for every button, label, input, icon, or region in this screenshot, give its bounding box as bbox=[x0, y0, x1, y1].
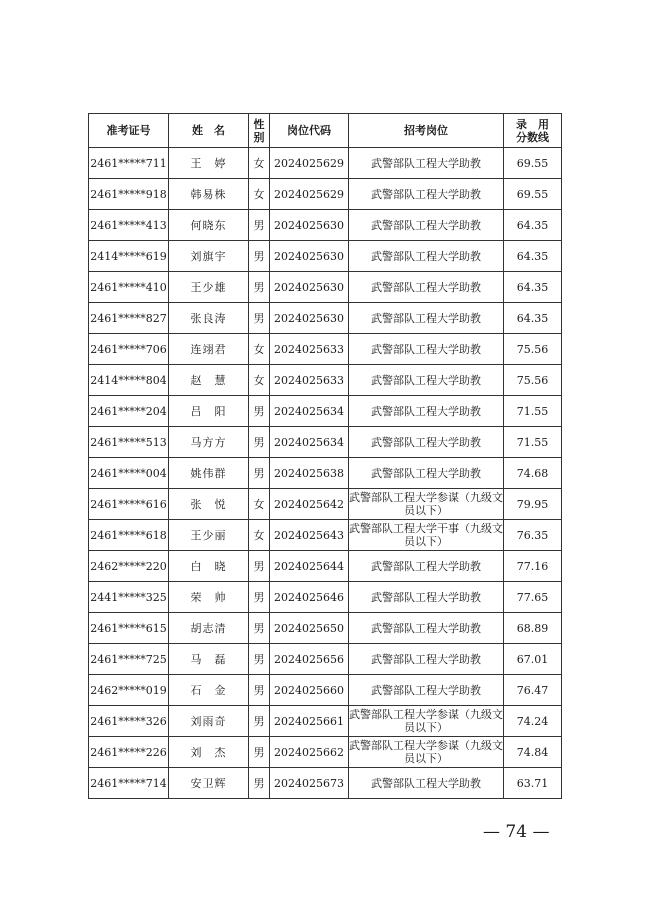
table-row bbox=[89, 675, 562, 706]
name-cell: 石 金 bbox=[169, 675, 249, 706]
exam-id-cell: 2461*****711 bbox=[89, 148, 169, 179]
header-post: 招考岗位 bbox=[349, 114, 504, 148]
table-row bbox=[89, 613, 562, 644]
exam-id-cell: 2461*****827 bbox=[89, 303, 169, 334]
exam-id-cell: 2461*****706 bbox=[89, 334, 169, 365]
gender-cell: 女 bbox=[249, 520, 270, 551]
header-gender-line2: 别 bbox=[253, 130, 265, 144]
table-row bbox=[89, 334, 562, 365]
post-cell: 武警部队工程大学助教 bbox=[349, 210, 504, 241]
exam-id-cell: 2461*****413 bbox=[89, 210, 169, 241]
post-code-cell: 2024025630 bbox=[270, 303, 349, 334]
score-cell: 69.55 bbox=[504, 179, 562, 210]
table-row bbox=[89, 582, 562, 613]
gender-cell: 女 bbox=[249, 334, 270, 365]
name-cell: 何晓东 bbox=[169, 210, 249, 241]
score-cell: 74.84 bbox=[504, 737, 562, 768]
exam-id-cell: 2414*****619 bbox=[89, 241, 169, 272]
table-row bbox=[89, 706, 562, 737]
header-post-code: 岗位代码 bbox=[270, 114, 349, 148]
post-code-cell: 2024025629 bbox=[270, 148, 349, 179]
name-cell: 王 婷 bbox=[169, 148, 249, 179]
post-cell: 武警部队工程大学助教 bbox=[349, 334, 504, 365]
exam-id-cell: 2414*****804 bbox=[89, 365, 169, 396]
gender-cell: 女 bbox=[249, 148, 270, 179]
score-cell: 67.01 bbox=[504, 644, 562, 675]
post-cell: 武警部队工程大学助教 bbox=[349, 396, 504, 427]
gender-cell: 男 bbox=[249, 210, 270, 241]
header-exam-id: 准考证号 bbox=[89, 114, 169, 148]
post-cell: 武警部队工程大学参谋（九级文员以下） bbox=[349, 737, 504, 768]
score-cell: 74.68 bbox=[504, 458, 562, 489]
table-row bbox=[89, 458, 562, 489]
post-code-cell: 2024025644 bbox=[270, 551, 349, 582]
post-code-cell: 2024025630 bbox=[270, 210, 349, 241]
header-gender bbox=[249, 114, 270, 148]
post-code-cell: 2024025638 bbox=[270, 458, 349, 489]
name-cell: 张良涛 bbox=[169, 303, 249, 334]
post-cell: 武警部队工程大学助教 bbox=[349, 365, 504, 396]
name-cell: 刘雨奇 bbox=[169, 706, 249, 737]
name-cell: 马方方 bbox=[169, 427, 249, 458]
table-row bbox=[89, 303, 562, 334]
name-cell: 连翊君 bbox=[169, 334, 249, 365]
gender-cell: 男 bbox=[249, 241, 270, 272]
name-cell: 韩易株 bbox=[169, 179, 249, 210]
post-code-cell: 2024025646 bbox=[270, 582, 349, 613]
score-cell: 74.24 bbox=[504, 706, 562, 737]
table-row bbox=[89, 272, 562, 303]
table-row bbox=[89, 644, 562, 675]
name-cell: 王少丽 bbox=[169, 520, 249, 551]
exam-id-cell: 2462*****019 bbox=[89, 675, 169, 706]
post-code-cell: 2024025661 bbox=[270, 706, 349, 737]
post-cell: 武警部队工程大学助教 bbox=[349, 613, 504, 644]
exam-id-cell: 2461*****714 bbox=[89, 768, 169, 799]
score-cell: 76.47 bbox=[504, 675, 562, 706]
table-row bbox=[89, 148, 562, 179]
header-score bbox=[504, 114, 562, 148]
table-row bbox=[89, 489, 562, 520]
table-row bbox=[89, 768, 562, 799]
post-cell: 武警部队工程大学助教 bbox=[349, 768, 504, 799]
score-cell: 77.16 bbox=[504, 551, 562, 582]
score-cell: 63.71 bbox=[504, 768, 562, 799]
gender-cell: 男 bbox=[249, 458, 270, 489]
gender-cell: 男 bbox=[249, 396, 270, 427]
gender-cell: 男 bbox=[249, 737, 270, 768]
post-cell: 武警部队工程大学助教 bbox=[349, 241, 504, 272]
name-cell: 刘旗宇 bbox=[169, 241, 249, 272]
score-cell: 75.56 bbox=[504, 334, 562, 365]
exam-id-cell: 2462*****220 bbox=[89, 551, 169, 582]
gender-cell: 男 bbox=[249, 675, 270, 706]
post-cell: 武警部队工程大学助教 bbox=[349, 551, 504, 582]
name-cell: 胡志清 bbox=[169, 613, 249, 644]
score-cell: 71.55 bbox=[504, 396, 562, 427]
post-code-cell: 2024025650 bbox=[270, 613, 349, 644]
score-cell: 77.65 bbox=[504, 582, 562, 613]
table-header-row bbox=[89, 114, 562, 148]
gender-cell: 男 bbox=[249, 272, 270, 303]
post-cell: 武警部队工程大学参谋（九级文员以下） bbox=[349, 706, 504, 737]
gender-cell: 男 bbox=[249, 582, 270, 613]
post-code-cell: 2024025633 bbox=[270, 365, 349, 396]
score-cell: 69.55 bbox=[504, 148, 562, 179]
gender-cell: 女 bbox=[249, 489, 270, 520]
exam-id-cell: 2461*****513 bbox=[89, 427, 169, 458]
score-cell: 64.35 bbox=[504, 241, 562, 272]
post-code-cell: 2024025630 bbox=[270, 272, 349, 303]
post-code-cell: 2024025642 bbox=[270, 489, 349, 520]
table-row bbox=[89, 427, 562, 458]
header-score-line2: 分数线 bbox=[516, 130, 549, 144]
post-code-cell: 2024025634 bbox=[270, 396, 349, 427]
post-code-cell: 2024025634 bbox=[270, 427, 349, 458]
post-cell: 武警部队工程大学助教 bbox=[349, 148, 504, 179]
name-cell: 赵 慧 bbox=[169, 365, 249, 396]
score-cell: 64.35 bbox=[504, 210, 562, 241]
exam-id-cell: 2461*****918 bbox=[89, 179, 169, 210]
score-cell: 76.35 bbox=[504, 520, 562, 551]
gender-cell: 男 bbox=[249, 551, 270, 582]
table-row bbox=[89, 520, 562, 551]
post-cell: 武警部队工程大学助教 bbox=[349, 582, 504, 613]
post-cell: 武警部队工程大学助教 bbox=[349, 272, 504, 303]
post-code-cell: 2024025643 bbox=[270, 520, 349, 551]
name-cell: 姚伟群 bbox=[169, 458, 249, 489]
gender-cell: 男 bbox=[249, 768, 270, 799]
gender-cell: 男 bbox=[249, 644, 270, 675]
name-cell: 张 悦 bbox=[169, 489, 249, 520]
score-cell: 79.95 bbox=[504, 489, 562, 520]
post-cell: 武警部队工程大学参谋（九级文员以下） bbox=[349, 489, 504, 520]
exam-id-cell: 2461*****410 bbox=[89, 272, 169, 303]
header-name: 姓 名 bbox=[169, 114, 249, 148]
gender-cell: 男 bbox=[249, 613, 270, 644]
exam-id-cell: 2461*****725 bbox=[89, 644, 169, 675]
table-row bbox=[89, 396, 562, 427]
exam-id-cell: 2461*****004 bbox=[89, 458, 169, 489]
score-cell: 68.89 bbox=[504, 613, 562, 644]
name-cell: 荣 帅 bbox=[169, 582, 249, 613]
post-cell: 武警部队工程大学助教 bbox=[349, 675, 504, 706]
gender-cell: 女 bbox=[249, 179, 270, 210]
table-row bbox=[89, 737, 562, 768]
header-gender-line1: 性 bbox=[253, 117, 265, 131]
score-table bbox=[88, 113, 562, 799]
name-cell: 安卫辉 bbox=[169, 768, 249, 799]
name-cell: 刘 杰 bbox=[169, 737, 249, 768]
post-cell: 武警部队工程大学助教 bbox=[349, 458, 504, 489]
gender-cell: 男 bbox=[249, 706, 270, 737]
exam-id-cell: 2461*****204 bbox=[89, 396, 169, 427]
score-cell: 64.35 bbox=[504, 272, 562, 303]
name-cell: 白 晓 bbox=[169, 551, 249, 582]
post-code-cell: 2024025662 bbox=[270, 737, 349, 768]
page-number: — 74 — bbox=[483, 822, 550, 842]
gender-cell: 男 bbox=[249, 427, 270, 458]
post-cell: 武警部队工程大学助教 bbox=[349, 427, 504, 458]
exam-id-cell: 2461*****326 bbox=[89, 706, 169, 737]
post-cell: 武警部队工程大学助教 bbox=[349, 303, 504, 334]
post-cell: 武警部队工程大学助教 bbox=[349, 644, 504, 675]
post-code-cell: 2024025660 bbox=[270, 675, 349, 706]
name-cell: 吕 阳 bbox=[169, 396, 249, 427]
post-code-cell: 2024025629 bbox=[270, 179, 349, 210]
score-cell: 71.55 bbox=[504, 427, 562, 458]
gender-cell: 男 bbox=[249, 303, 270, 334]
header-score-line1: 录 用 bbox=[516, 117, 549, 131]
gender-cell: 女 bbox=[249, 365, 270, 396]
exam-id-cell: 2441*****325 bbox=[89, 582, 169, 613]
post-code-cell: 2024025630 bbox=[270, 241, 349, 272]
exam-id-cell: 2461*****616 bbox=[89, 489, 169, 520]
name-cell: 王少雄 bbox=[169, 272, 249, 303]
table-row bbox=[89, 551, 562, 582]
table-body bbox=[89, 148, 562, 799]
table-row bbox=[89, 210, 562, 241]
post-code-cell: 2024025656 bbox=[270, 644, 349, 675]
exam-id-cell: 2461*****226 bbox=[89, 737, 169, 768]
exam-id-cell: 2461*****618 bbox=[89, 520, 169, 551]
score-cell: 75.56 bbox=[504, 365, 562, 396]
name-cell: 马 磊 bbox=[169, 644, 249, 675]
post-cell: 武警部队工程大学助教 bbox=[349, 179, 504, 210]
post-code-cell: 2024025633 bbox=[270, 334, 349, 365]
post-code-cell: 2024025673 bbox=[270, 768, 349, 799]
score-cell: 64.35 bbox=[504, 303, 562, 334]
post-cell: 武警部队工程大学干事（九级文员以下） bbox=[349, 520, 504, 551]
exam-id-cell: 2461*****615 bbox=[89, 613, 169, 644]
table-row bbox=[89, 241, 562, 272]
table-row bbox=[89, 179, 562, 210]
table-row bbox=[89, 365, 562, 396]
